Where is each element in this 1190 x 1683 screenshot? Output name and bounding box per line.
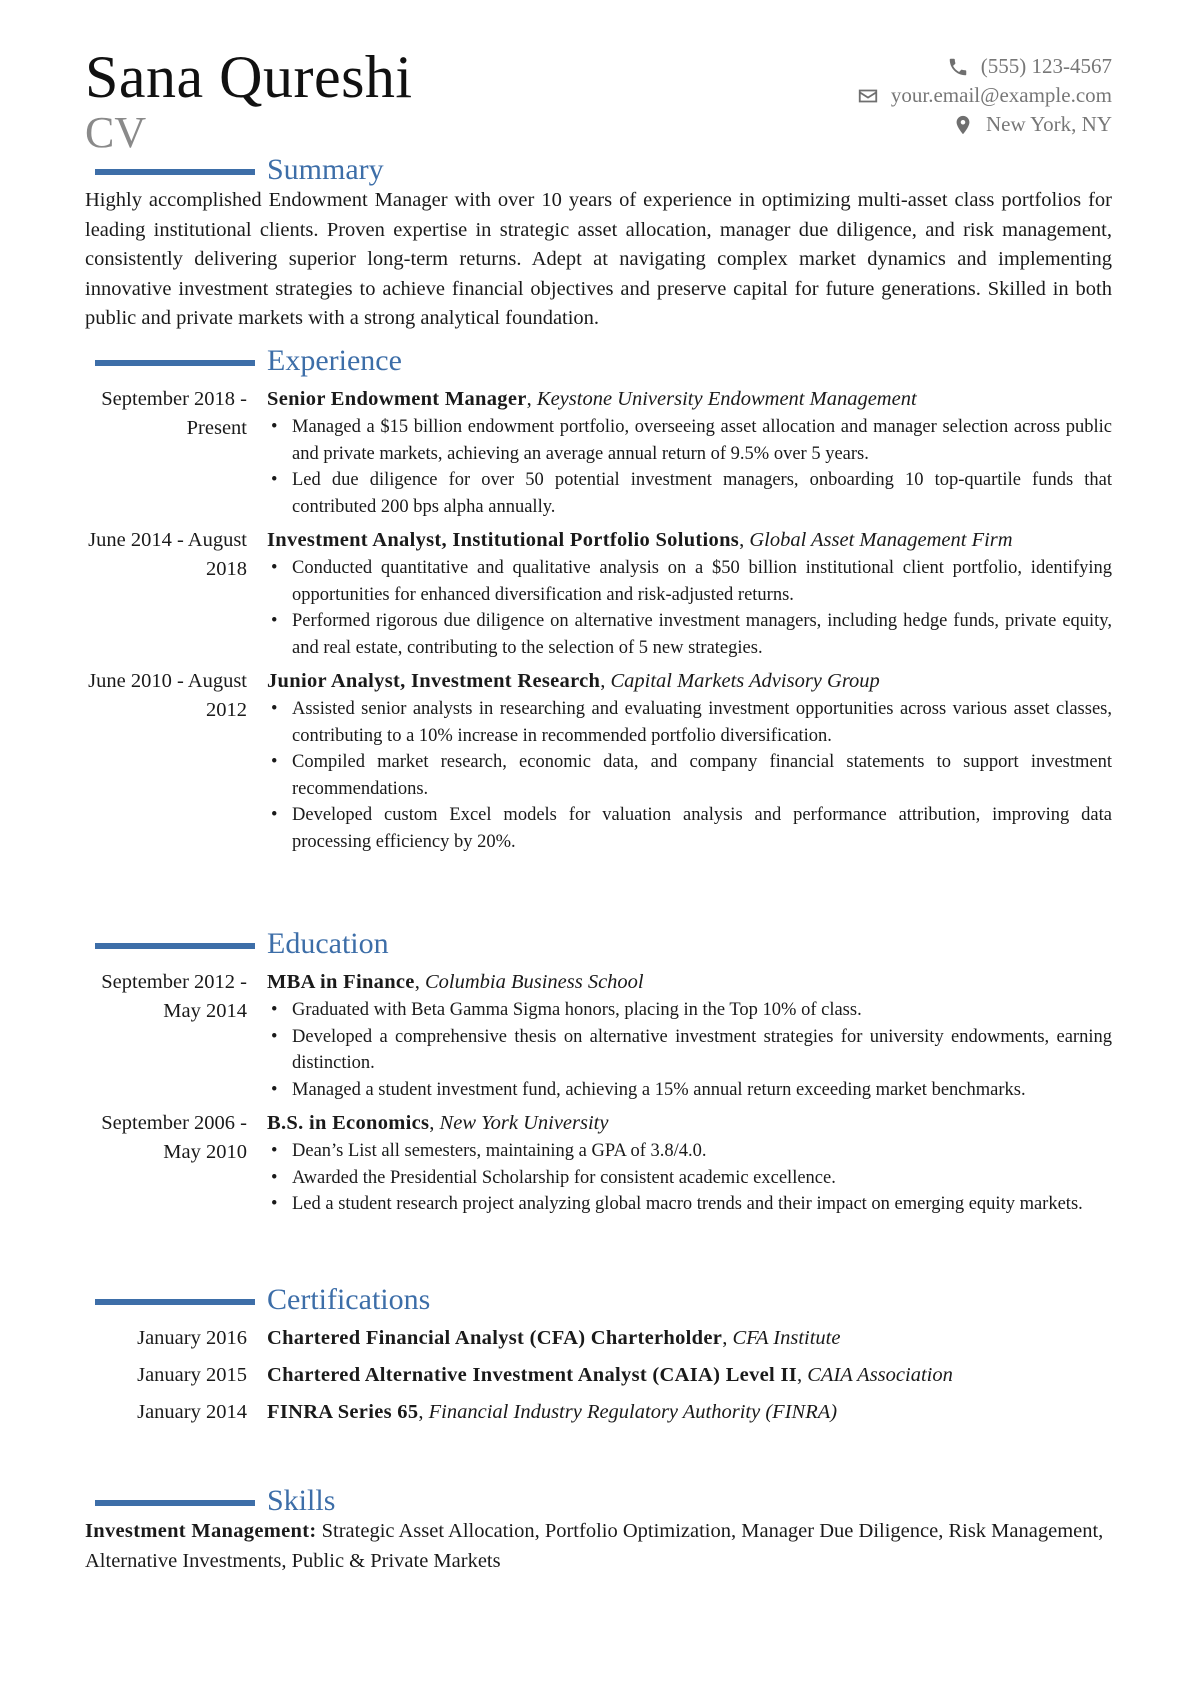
document-subtitle: CV — [85, 108, 147, 157]
bullet-item: • Managed a $15 billion endowment portfolio, overseeing asset allocation and manager selection across public and private markets, achieving an average annual return of 9.5% over 5 years. — [267, 414, 1112, 467]
bullet-item: • Awarded the Presidential Scholarship for consistent academic excellence. — [267, 1165, 1112, 1192]
entry-role: Chartered Alternative Investment Analyst (CAIA) Level II — [267, 1364, 797, 1386]
section-title: Experience — [267, 344, 402, 377]
entry-bullets — [267, 555, 1112, 661]
entry-org: CAIA Association — [807, 1364, 953, 1386]
candidate-name: Sana Qureshi — [85, 44, 413, 110]
entry-date: September 2012 - May 2014 — [101, 971, 247, 1022]
bullet-item: • Compiled market research, economic data, and company financial statements to support investment recommendations. — [267, 749, 1112, 802]
education-entry — [85, 968, 1112, 1103]
entry-bullets — [267, 414, 1112, 520]
section-rule — [95, 943, 255, 949]
entry-body: B.S. in Economics, New York University • Dean’s List all semesters, maintaining a GPA of 3.8/4.0. • Awarded the Presidential Scholarship for consistent academic excellence. • Led a student research project analyzing global macro trends and their impact on emerging equity markets. — [267, 1109, 1112, 1218]
entry-org: New York University — [439, 1112, 609, 1134]
phone-number[interactable]: (555) 123-4567 — [980, 54, 1112, 78]
summary-section — [85, 154, 1112, 334]
experience-entry — [85, 385, 1112, 520]
entry-body: Investment Analyst, Institutional Portfolio Solutions, Global Asset Management Firm • Conducted quantitative and qualitative analysis on a $50 billion institutional client portfolio, identifying opportunities for enhanced diversification and risk-adjusted returns. • Performed rigorous due diligence on alternative investment managers, including hedge funds, private equity, and real estate, contributing to the selection of 5 new strategies. — [267, 526, 1112, 661]
entry-date: June 2010 - August 2012 — [88, 670, 247, 721]
section-title: Summary — [267, 153, 384, 186]
entry-org: Columbia Business School — [424, 971, 644, 993]
entry-date: January 2015 — [137, 1364, 247, 1386]
skills-heading — [85, 1485, 1112, 1521]
certification-entry — [85, 1324, 1112, 1353]
bullet-item: • Graduated with Beta Gamma Sigma honors, placing in the Top 10% of class. — [267, 997, 1112, 1024]
education-section — [85, 928, 1112, 1218]
experience-section — [85, 345, 1112, 855]
entry-date: June 2014 - August 2018 — [88, 529, 247, 580]
entry-bullets — [267, 696, 1112, 855]
entry-date: September 2006 - May 2010 — [101, 1112, 247, 1163]
contact-email — [857, 81, 1112, 110]
skills-list: Strategic Asset Allocation, Portfolio Optimization, Manager Due Diligence, Risk Management, Alternative Investments, Public & Private Markets — [85, 1520, 1104, 1572]
bullet-item: • Assisted senior analysts in researching and evaluating investment opportunities across various asset classes, contributing to a 10% increase in recommended portfolio diversification. — [267, 696, 1112, 749]
section-title: Skills — [267, 1484, 336, 1517]
entry-org: CFA Institute — [732, 1327, 841, 1349]
section-rule — [95, 169, 255, 175]
entry-org: Global Asset Management Firm — [749, 529, 1013, 551]
education-entry — [85, 1109, 1112, 1218]
certifications-heading — [85, 1284, 1112, 1320]
entry-bullets — [267, 997, 1112, 1103]
section-rule — [95, 1299, 255, 1305]
education-heading — [85, 928, 1112, 964]
section-title: Certifications — [267, 1283, 431, 1316]
entry-date: September 2018 - Present — [101, 388, 247, 439]
summary-heading — [85, 154, 1112, 190]
contact-phone — [857, 52, 1112, 81]
bullet-item: • Performed rigorous due diligence on alternative investment managers, including hedge funds, private equity, and real estate, contributing to the selection of 5 new strategies. — [267, 608, 1112, 661]
bullet-item: • Led a student research project analyzing global macro trends and their impact on emerging equity markets. — [267, 1191, 1112, 1218]
map-pin-icon — [952, 114, 974, 136]
section-title: Education — [267, 927, 389, 960]
bullet-item: • Led due diligence for over 50 potential investment managers, onboarding 10 top-quartile funds that contributed 200 bps alpha annually. — [267, 467, 1112, 520]
contact-location — [857, 110, 1112, 139]
experience-entry — [85, 526, 1112, 661]
envelope-icon — [857, 85, 879, 107]
entry-org: Keystone University Endowment Management — [536, 388, 917, 410]
entry-body: MBA in Finance, Columbia Business School • Graduated with Beta Gamma Sigma honors, placing in the Top 10% of class. • Developed a comprehensive thesis on alternative investment strategies for university endowments, earning distinction. • Managed a student investment fund, achieving a 15% annual return exceeding market benchmarks. — [267, 968, 1112, 1103]
experience-list — [85, 385, 1112, 855]
location-text: New York, NY — [985, 112, 1112, 136]
entry-body: FINRA Series 65, Financial Industry Regulatory Authority (FINRA) — [267, 1401, 838, 1423]
entry-role: Investment Analyst, Institutional Portfolio Solutions — [267, 529, 740, 551]
education-list — [85, 968, 1112, 1218]
entry-body: Junior Analyst, Investment Research, Capital Markets Advisory Group • Assisted senior analysts in researching and evaluating investment opportunities across various asset classes, contributing to a 10% increase in recommended portfolio diversification. • Compiled market research, economic data, and company financial statements to support investment recommendations. • Developed custom Excel models for valuation analysis and performance attribution, improving data processing efficiency by 20%. — [267, 667, 1112, 855]
entry-bullets — [267, 1138, 1112, 1218]
entry-role: Chartered Financial Analyst (CFA) Charterholder — [267, 1327, 723, 1349]
summary-text: Highly accomplished Endowment Manager with over 10 years of experience in optimizing multi-asset class portfolios for leading institutional clients. Proven expertise in strategic asset allocation, manager due diligence, and risk management, consistently delivering superior long-term returns. Adept at navigating complex market dynamics and implementing innovative investment strategies to achieve financial objectives and preserve capital for future generations. Skilled in both public and private markets with a strong analytical foundation. — [85, 189, 1112, 329]
bullet-item: • Managed a student investment fund, achieving a 15% annual return exceeding market benchmarks. — [267, 1077, 1112, 1104]
bullet-item: • Dean’s List all semesters, maintaining a GPA of 3.8/4.0. — [267, 1138, 1112, 1165]
skills-section — [85, 1485, 1112, 1576]
certification-entry — [85, 1398, 1112, 1427]
bullet-item: • Developed a comprehensive thesis on alternative investment strategies for university endowments, earning distinction. — [267, 1024, 1112, 1077]
email-link[interactable]: your.email@example.com — [890, 83, 1112, 107]
entry-role: MBA in Finance — [267, 971, 415, 993]
entry-org: Financial Industry Regulatory Authority (FINRA) — [428, 1401, 838, 1423]
certifications-section — [85, 1284, 1112, 1427]
entry-body: Chartered Financial Analyst (CFA) Charterholder, CFA Institute — [267, 1327, 841, 1349]
entry-date: January 2014 — [137, 1401, 247, 1423]
certification-entry — [85, 1361, 1112, 1390]
experience-heading — [85, 345, 1112, 381]
entry-body: Senior Endowment Manager, Keystone University Endowment Management • Managed a $15 billion endowment portfolio, overseeing asset allocation and manager selection across public and private markets, achieving an average annual return of 9.5% over 5 years. • Led due diligence for over 50 potential investment managers, onboarding 10 top-quartile funds that contributed 200 bps alpha annually. — [267, 385, 1112, 520]
entry-body: Chartered Alternative Investment Analyst (CAIA) Level II, CAIA Association — [267, 1364, 953, 1386]
entry-role: B.S. in Economics — [267, 1112, 430, 1134]
certifications-list — [85, 1324, 1112, 1427]
section-rule — [95, 360, 255, 366]
phone-icon — [947, 56, 969, 78]
section-rule — [95, 1500, 255, 1506]
entry-org: Capital Markets Advisory Group — [610, 670, 880, 692]
skills-label: Investment Management: — [85, 1520, 317, 1542]
skills-text — [85, 1517, 1112, 1576]
bullet-item: • Conducted quantitative and qualitative analysis on a $50 billion institutional client portfolio, identifying opportunities for enhanced diversification and risk-adjusted returns. — [267, 555, 1112, 608]
entry-date: January 2016 — [137, 1327, 247, 1349]
contact-block — [857, 52, 1112, 139]
experience-entry — [85, 667, 1112, 855]
entry-role: Junior Analyst, Investment Research — [267, 670, 601, 692]
entry-role: Senior Endowment Manager — [267, 388, 527, 410]
bullet-item: • Developed custom Excel models for valuation analysis and performance attribution, improving data processing efficiency by 20%. — [267, 802, 1112, 855]
entry-role: FINRA Series 65 — [267, 1401, 419, 1423]
